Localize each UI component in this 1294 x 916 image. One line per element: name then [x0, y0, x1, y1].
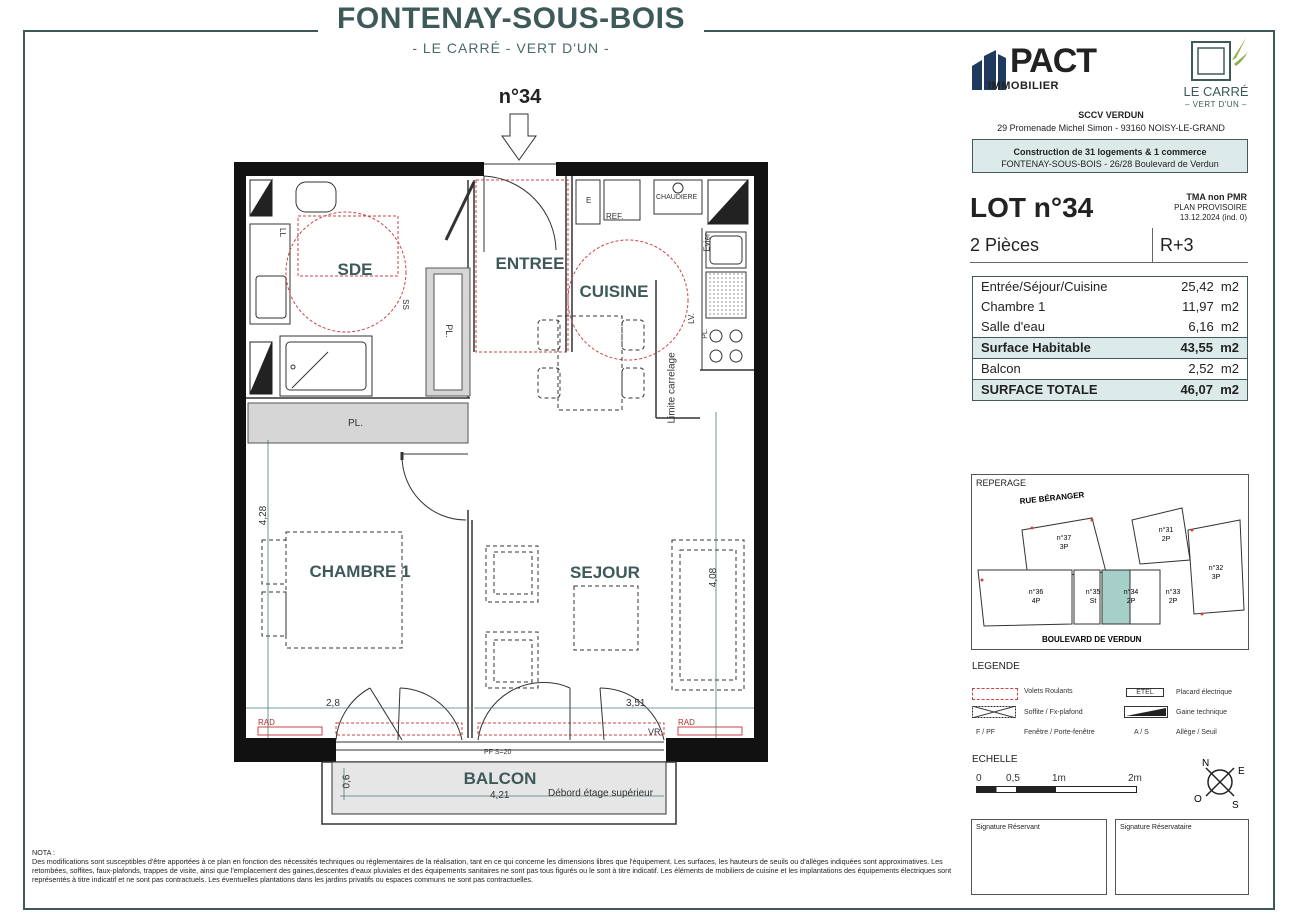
pact-brand: PACT: [1010, 42, 1097, 80]
lot-level: R+3: [1160, 235, 1194, 255]
scale-title: ECHELLE: [972, 754, 1018, 765]
street-bottom: BOULEVARD DE VERDUN: [1042, 635, 1142, 644]
nota-block: [32, 848, 967, 884]
legend-soffite-swatch: [972, 706, 1016, 718]
project-line1: Construction de 31 logements & 1 commerce: [1013, 147, 1207, 157]
area-value: 6,16 m2: [1188, 319, 1239, 334]
area-row: [973, 297, 1247, 317]
lot-36-number: n°36: [1028, 589, 1044, 596]
ref-label: REF.: [606, 212, 624, 221]
compass-icon: [1190, 752, 1250, 812]
room-label-chambre: CHAMBRE 1: [309, 562, 411, 581]
rad-label-1: RAD: [258, 718, 275, 727]
dim-balcon-w: 4,21: [490, 790, 510, 801]
ll-label: LL: [277, 228, 287, 237]
lot-35-number: n°35: [1085, 589, 1101, 596]
nota-title: NOTA :: [32, 848, 56, 857]
lot-divider: [1152, 228, 1153, 262]
reperage-map: [972, 490, 1248, 648]
lot-31-number: n°31: [1158, 527, 1174, 534]
area-label: Salle d'eau: [981, 319, 1045, 334]
signature-reservant-label: Signature Réservant: [976, 824, 1040, 831]
client-address: 29 Promenade Michel Simon - 93160 NOISY-LE-GRAND: [997, 123, 1225, 133]
legend-title: LEGENDE: [972, 661, 1020, 672]
street-top: RUE BÉRANGER: [1019, 490, 1085, 506]
tma-label: TMA non PMR: [1186, 192, 1247, 202]
area-row: [973, 359, 1247, 379]
dim-sejour-w: 3,51: [626, 698, 646, 709]
carre-logo-icon: [1180, 36, 1250, 84]
lot-37-number: n°37: [1056, 535, 1072, 542]
dim-balcon-d: 0,6: [341, 774, 353, 789]
area-value: 2,52 m2: [1188, 361, 1239, 376]
carre-subtitle: – VERT D'UN –: [1185, 100, 1247, 109]
legend-as: Allège / Seuil: [1176, 729, 1217, 736]
project-box: [972, 139, 1248, 173]
lot-pieces: 2 Pièces: [970, 235, 1040, 255]
area-row: [973, 317, 1247, 337]
lot-32-type: 3P: [1211, 574, 1221, 581]
area-row: [973, 277, 1247, 297]
room-label-sde: SDE: [337, 260, 373, 279]
closet-label: PL.: [348, 418, 364, 429]
page-subtitle: - LE CARRÉ - VERT D'UN -: [412, 40, 610, 56]
chaudiere-label: CHAUDIERE: [656, 194, 698, 201]
lot-34-number: n°34: [1123, 589, 1139, 596]
debord-label: Débord étage supérieur: [548, 788, 654, 799]
vr-label: VR: [648, 727, 661, 737]
project-line2: FONTENAY-SOUS-BOIS - 26/28 Boulevard de Verdun: [1001, 159, 1219, 169]
legend-etel: Placard électrique: [1176, 689, 1233, 696]
outer-walls: [234, 162, 768, 762]
lot-33-type: 2P: [1168, 598, 1178, 605]
compass-e: E: [1238, 766, 1245, 777]
dim-chambre-w: 2,8: [326, 698, 340, 709]
areas-table: [972, 276, 1248, 401]
dining-table: [538, 316, 644, 410]
immobilier-label: IMMOBILIER: [988, 80, 1059, 92]
area-value: 46,07 m2: [1180, 382, 1239, 397]
bedroom-door: [402, 452, 468, 520]
limite-label: Limite carrelage: [666, 352, 678, 424]
carre-name: LE CARRÉ: [1183, 84, 1249, 99]
legend-volets: Volets Roulants: [1024, 688, 1073, 695]
lot-34-type: 2P: [1126, 598, 1136, 605]
area-label: Balcon: [981, 361, 1021, 376]
scale-tick-1m: 1m: [1052, 773, 1066, 784]
entry-arrow: [502, 114, 536, 160]
scale-tick-0: 0: [976, 773, 982, 784]
lot-status: [1130, 192, 1247, 223]
area-value: 11,97 m2: [1182, 299, 1239, 314]
lot-marker: n°34: [498, 86, 542, 108]
legend-volets-swatch: [972, 688, 1018, 700]
area-label: Entrée/Séjour/Cuisine: [981, 279, 1108, 294]
compass-o: O: [1194, 794, 1202, 805]
client-name: SCCV VERDUN: [1078, 110, 1144, 120]
legend-fpf: Fenêtre / Porte-fenêtre: [1024, 729, 1095, 736]
room-label-sejour: SEJOUR: [570, 563, 640, 582]
room-label-balcon: BALCON: [463, 769, 537, 788]
scale-tick-2m: 2m: [1128, 773, 1142, 784]
legend-gaine-swatch: [1124, 706, 1168, 718]
legend-soffite: Soffite / Fx-plafond: [1024, 709, 1083, 716]
pf-label: PF S=20: [484, 749, 512, 756]
lv-label: LV.: [686, 313, 696, 324]
closet-sde-label: PL.: [443, 324, 454, 338]
lot-36-type: 4P: [1031, 598, 1041, 605]
dim-sejour-h: 4,08: [708, 567, 720, 588]
lot-31-type: 2P: [1161, 536, 1171, 543]
ss-label: SS: [400, 299, 410, 310]
room-label-entree: ENTREE: [495, 254, 565, 273]
lot-33-number: n°33: [1165, 589, 1181, 596]
scale-tick-05: 0,5: [1006, 773, 1020, 784]
area-value: 25,42 m2: [1181, 279, 1239, 294]
reperage-title: REPERAGE: [976, 478, 1027, 488]
room-label-cuisine: CUISINE: [579, 282, 649, 301]
lot-underline: [970, 262, 1248, 263]
lot-32-number: n°32: [1208, 565, 1224, 572]
legend-fpf-code: F / PF: [976, 729, 996, 736]
dim-chambre-h: 4,28: [258, 505, 270, 526]
compass-s: S: [1232, 800, 1239, 811]
nota-text: Des modifications sont susceptibles d'être apportées à ce plan en fonction des nécessités techniques ou réglementaires de la réalisation, tant en ce qui concerne les dimensions libres que l'équipement. Les surfaces, les hauteurs de seuils ou d'allèges indiquées sont approximatives. Les retombées, soffites, faux-plafonds, trappes de visite, ainsi que l'emplacement des gaines,descentes d'eaux pluviales et des équipements sanitaires ne sont pas tous figurés ou le sont à titre indicatif. Les éléments de mobiliers de cuisine et les implantations des équipements électriques sont représentés à titre indicatif et ne sont pas contractuels. Les éventuelles plantations dans les jardins privatifs ou espaces communs ne sont pas contractuelles.: [32, 857, 952, 884]
area-label: SURFACE TOTALE: [981, 382, 1098, 397]
legend-gaine: Gaine technique: [1176, 709, 1227, 716]
compass-n: N: [1202, 758, 1210, 769]
area-value: 43,55 m2: [1180, 340, 1239, 355]
area-label: Surface Habitable: [981, 340, 1091, 355]
bed: [262, 532, 402, 648]
area-label: Chambre 1: [981, 299, 1046, 314]
signature-reservant-box[interactable]: [971, 819, 1107, 895]
evier-label: Evier: [702, 233, 712, 252]
pl-small-label: PL.: [701, 328, 709, 339]
lot-title: LOT n°34: [970, 192, 1094, 223]
signature-reservataire-label: Signature Réservataire: [1120, 824, 1192, 831]
rad-label-2: RAD: [678, 718, 695, 727]
signature-reservataire-box[interactable]: [1115, 819, 1249, 895]
area-row-total-habitable: [973, 337, 1247, 359]
lot-37-type: 3P: [1059, 544, 1069, 551]
plan-date: 13.12.2024 (ind. 0): [1179, 213, 1247, 222]
plan-status: PLAN PROVISOIRE: [1174, 203, 1247, 212]
area-row-total: [973, 379, 1247, 400]
page-title: FONTENAY-SOUS-BOIS: [337, 2, 685, 35]
legend-as-code: A / S: [1134, 729, 1149, 736]
lot-35-type: St: [1089, 598, 1097, 605]
entry-door: [446, 164, 556, 252]
legend-etel-code: ETEL: [1126, 688, 1164, 697]
e-label: E: [586, 196, 592, 205]
scale-bar: [976, 786, 1140, 796]
